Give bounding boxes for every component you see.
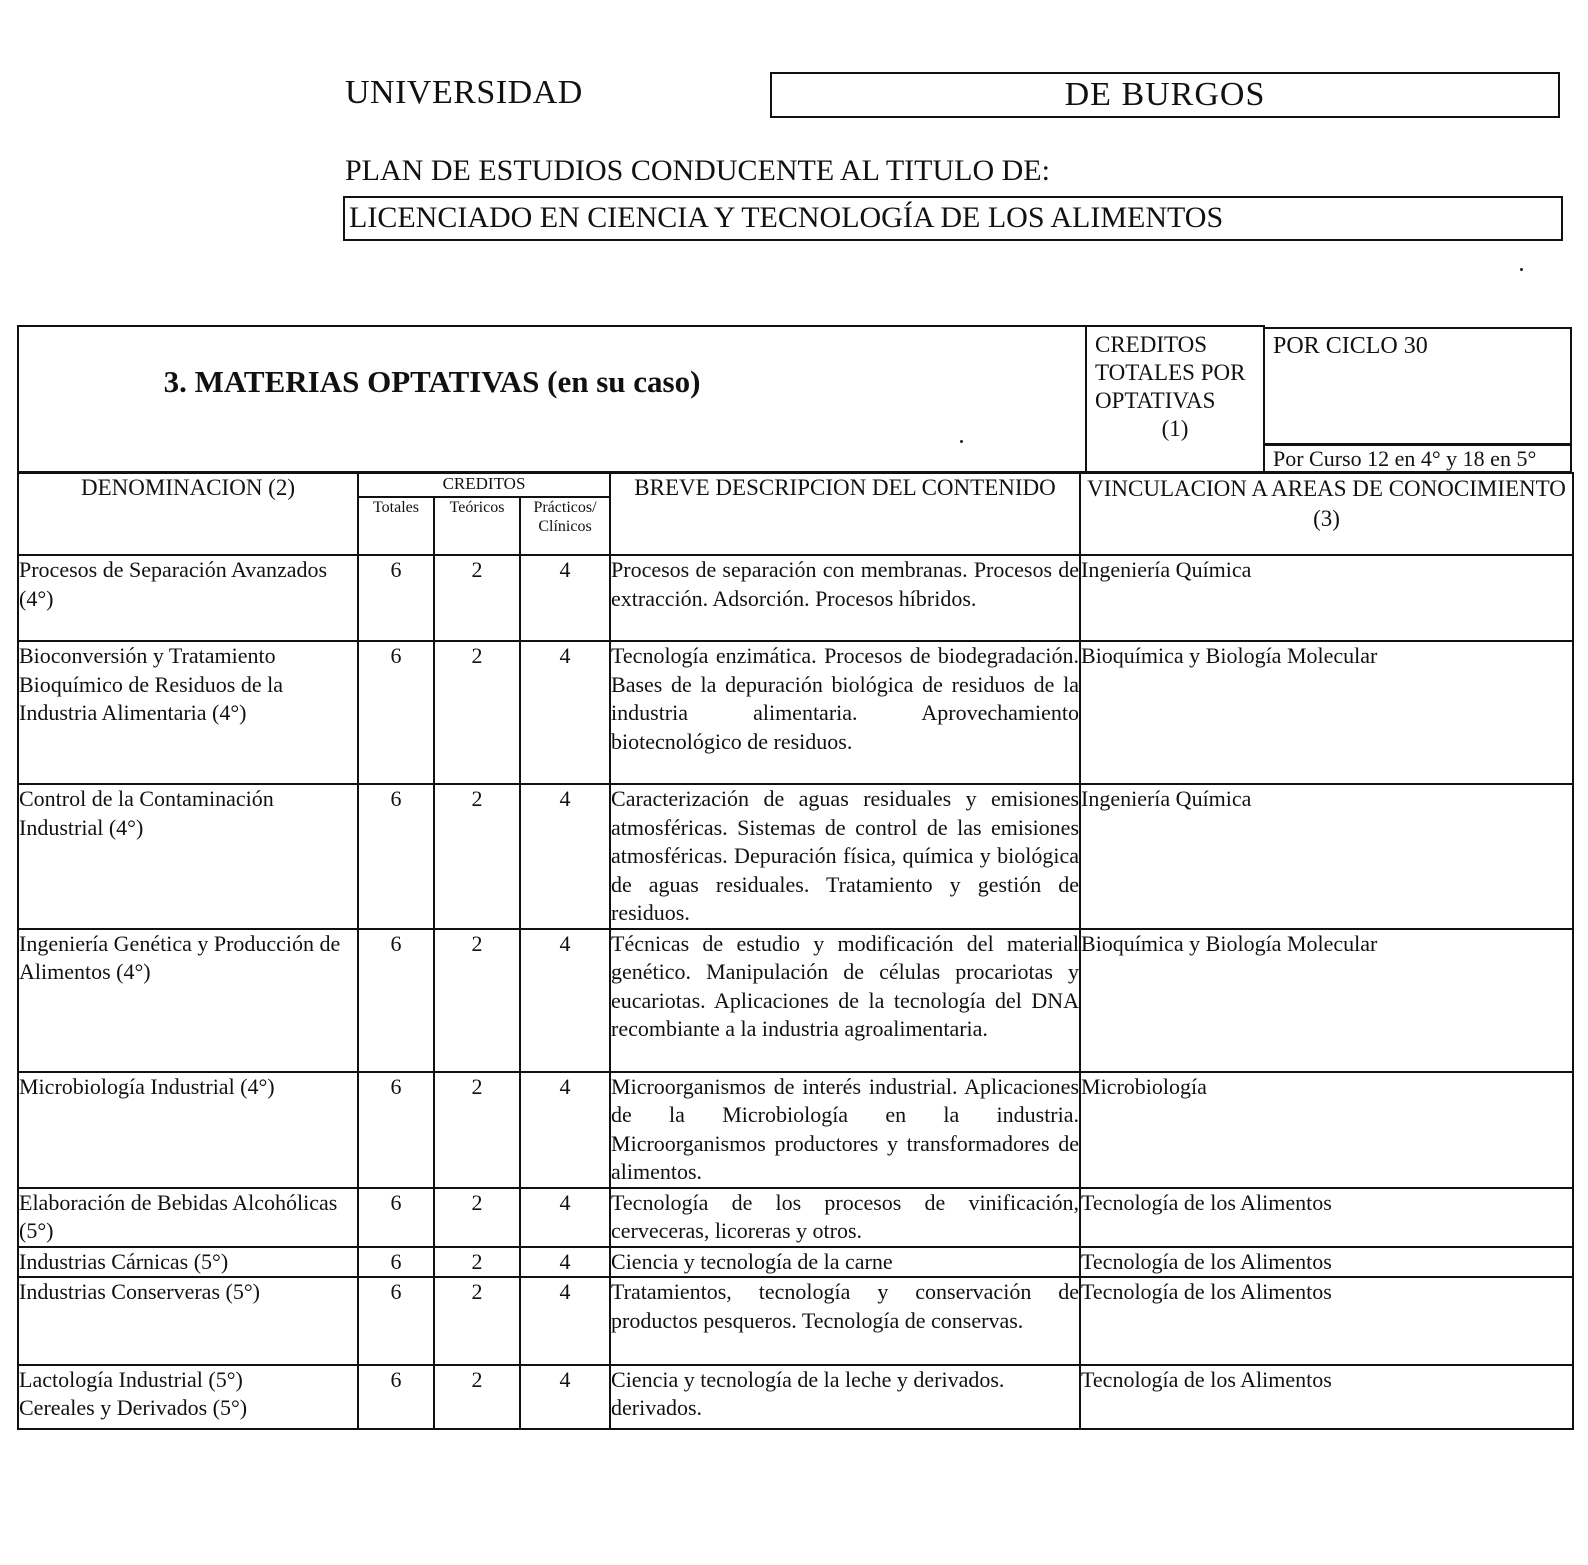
- cell-practicos: 4: [520, 929, 610, 1072]
- cell-totales: 6: [358, 1277, 434, 1365]
- cell-teoricos: 2: [434, 1072, 520, 1188]
- universidad-name-box: DE BURGOS: [770, 72, 1560, 118]
- cell-area: Bioquímica y Biología Molecular: [1080, 929, 1573, 1072]
- header-practicos: Prácticos/ Clínicos: [520, 497, 610, 555]
- cell-teoricos: 2: [434, 784, 520, 929]
- creditos-totales-label: CREDITOS TOTALES POR OPTATIVAS: [1095, 332, 1246, 413]
- cell-practicos: 4: [520, 1247, 610, 1278]
- cell-teoricos: 2: [434, 929, 520, 1072]
- cell-denominacion: Bioconversión y Tratamiento Bioquímico de Residuos de la Industria Alimentaria (4°): [18, 641, 358, 784]
- cell-practicos: 4: [520, 1277, 610, 1365]
- header-totales: Totales: [358, 497, 434, 555]
- cell-teoricos: 2: [434, 1277, 520, 1365]
- cell-practicos: 4: [520, 1365, 610, 1429]
- cell-practicos: 4: [520, 1072, 610, 1188]
- cell-descripcion: Técnicas de estudio y modificación del material genético. Manipulación de células procariotas y eucariotas. Aplicaciones de la tecnología del DNA recombiante a la industria agroalimentaria.: [610, 929, 1080, 1072]
- cell-area: Ingeniería Química: [1080, 784, 1573, 929]
- cell-descripcion-overlap: derivados.: [611, 1395, 703, 1420]
- cell-teoricos: 2: [434, 555, 520, 641]
- header-vinculacion: VINCULACION A AREAS DE CONOCIMIENTO (3): [1080, 473, 1573, 555]
- cell-teoricos: 2: [434, 1247, 520, 1278]
- cell-denominacion: Lactología Industrial (5°): [19, 1367, 243, 1392]
- section-title: 3. MATERIAS OPTATIVAS (en su caso): [163, 364, 701, 399]
- cell-teoricos: 2: [434, 641, 520, 784]
- cell-denominacion: Elaboración de Bebidas Alcohólicas (5°): [18, 1188, 358, 1247]
- cell-totales: 6: [358, 929, 434, 1072]
- header-creditos: CREDITOS: [358, 473, 610, 497]
- cell-denominacion-overlap: Cereales y Derivados (5°): [19, 1395, 248, 1420]
- cell-totales: 6: [358, 1247, 434, 1278]
- cell-totales: 6: [358, 641, 434, 784]
- cell-denominacion: Procesos de Separación Avanzados (4°): [18, 555, 358, 641]
- cell-practicos: 4: [520, 784, 610, 929]
- creditos-totales-note: (1): [1161, 416, 1189, 441]
- creditos-totales-box: [1085, 325, 1265, 473]
- universidad-label: UNIVERSIDAD: [345, 74, 583, 111]
- cell-area: Tecnología de los Alimentos: [1080, 1365, 1573, 1429]
- cell-practicos: 4: [520, 1188, 610, 1247]
- cell-teoricos: 2: [434, 1188, 520, 1247]
- cell-descripcion: Tecnología enzimática. Procesos de biodegradación. Bases de la depuración biológica de residuos de la industria alimentaria. Aprovechamiento biotecnológico de residuos.: [610, 641, 1080, 784]
- cell-denominacion: Ingeniería Genética y Producción de Alimentos (4°): [18, 929, 358, 1072]
- header-teoricos: Teóricos: [434, 497, 520, 555]
- cell-descripcion-group: [610, 1365, 1080, 1429]
- cell-descripcion: Ciencia y tecnología de la leche y derivados.: [611, 1367, 1005, 1392]
- table-row: [18, 929, 1573, 1072]
- cell-descripcion: Tratamientos, tecnología y conservación de productos pesqueros. Tecnología de conservas.: [610, 1277, 1080, 1365]
- cell-totales: 6: [358, 1365, 434, 1429]
- cell-descripcion: Microorganismos de interés industrial. Aplicaciones de la Microbiología en la industria. Microorganismos productores y transformadores de alimentos.: [610, 1072, 1080, 1188]
- cell-descripcion: Ciencia y tecnología de la carne: [610, 1247, 1080, 1278]
- cell-denominacion: Control de la Contaminación Industrial (4°): [18, 784, 358, 929]
- cell-practicos: 4: [520, 641, 610, 784]
- materias-table: [17, 472, 1574, 1430]
- stray-mark: [1520, 268, 1523, 271]
- table-row: [18, 1188, 1573, 1247]
- cell-totales: 6: [358, 784, 434, 929]
- plan-label: PLAN DE ESTUDIOS CONDUCENTE AL TITULO DE:: [345, 154, 1050, 187]
- cell-area: Tecnología de los Alimentos: [1080, 1277, 1573, 1365]
- cell-totales: 6: [358, 555, 434, 641]
- cell-area: Ingeniería Química: [1080, 555, 1573, 641]
- cell-denominacion: Industrias Cárnicas (5°): [18, 1247, 358, 1278]
- table-row: [18, 784, 1573, 929]
- table-row: [18, 555, 1573, 641]
- table-row: [18, 1365, 1573, 1429]
- table-row: [18, 1072, 1573, 1188]
- titulo-box: LICENCIADO EN CIENCIA Y TECNOLOGÍA DE LOS ALIMENTOS: [343, 196, 1563, 241]
- table-row: [18, 1247, 1573, 1278]
- table-row: [18, 1277, 1573, 1365]
- cell-area: Tecnología de los Alimentos: [1080, 1188, 1573, 1247]
- header-denominacion: DENOMINACION (2): [18, 473, 358, 555]
- table-row: [18, 641, 1573, 784]
- cell-descripcion: Procesos de separación con membranas. Procesos de extracción. Adsorción. Procesos híbridos.: [610, 555, 1080, 641]
- cell-descripcion: Tecnología de los procesos de vinificación, cerveceras, licoreras y otros.: [610, 1188, 1080, 1247]
- cell-totales: 6: [358, 1188, 434, 1247]
- header-descripcion: BREVE DESCRIPCION DEL CONTENIDO: [610, 473, 1080, 555]
- cell-area: Bioquímica y Biología Molecular: [1080, 641, 1573, 784]
- cell-totales: 6: [358, 1072, 434, 1188]
- por-curso-box: Por Curso 12 en 4° y 18 en 5°: [1263, 444, 1572, 473]
- por-ciclo-box: POR CICLO 30: [1263, 327, 1572, 445]
- cell-teoricos: 2: [434, 1365, 520, 1429]
- stray-mark: [960, 440, 963, 443]
- cell-denominacion-group: [18, 1365, 358, 1429]
- cell-descripcion: Caracterización de aguas residuales y emisiones atmosféricas. Sistemas de control de las emisiones atmosféricas. Depuración física, química y biológica de aguas residuales. Tratamiento y gestión de residuos.: [610, 784, 1080, 929]
- cell-area: Microbiología: [1080, 1072, 1573, 1188]
- cell-practicos: 4: [520, 555, 610, 641]
- cell-area: Tecnología de los Alimentos: [1080, 1247, 1573, 1278]
- cell-denominacion: Microbiología Industrial (4°): [18, 1072, 358, 1188]
- cell-denominacion: Industrias Conserveras (5°): [18, 1277, 358, 1365]
